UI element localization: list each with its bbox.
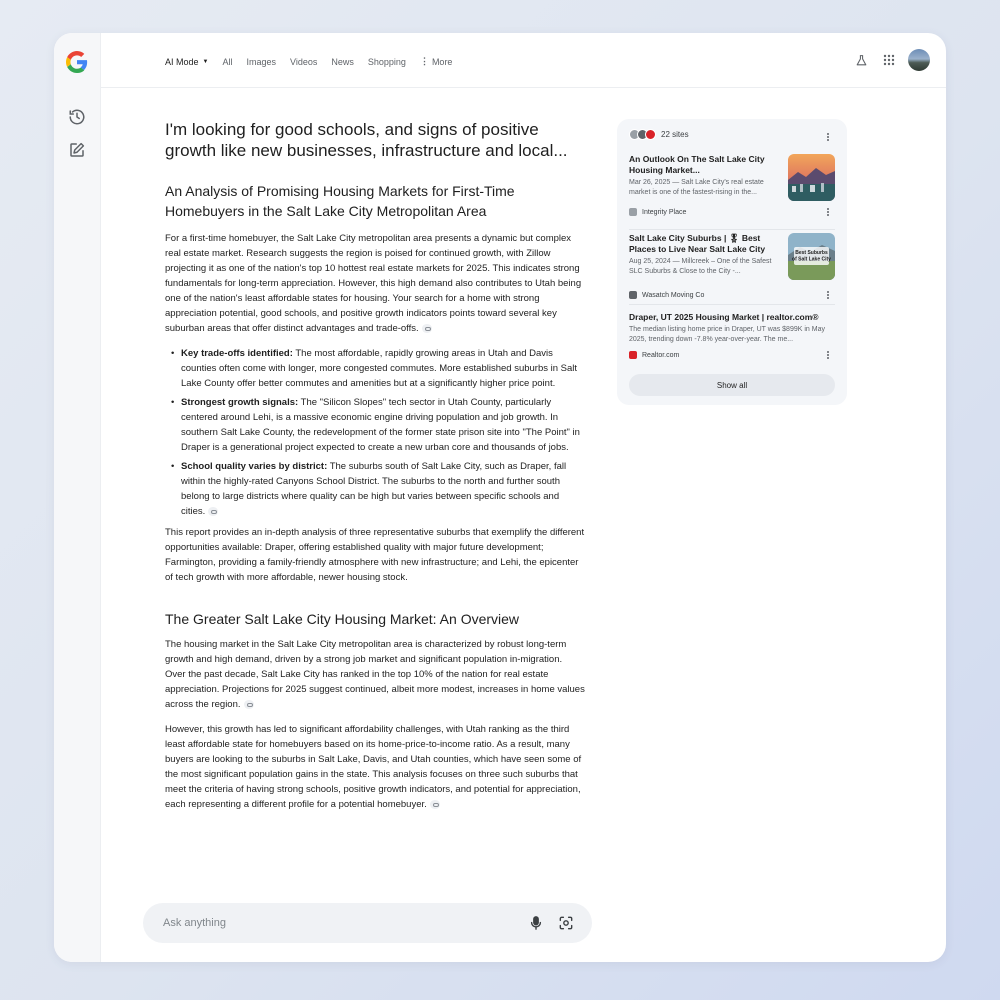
scroll-fade <box>101 852 946 892</box>
tab-label: Images <box>246 56 277 67</box>
source-card[interactable] <box>629 233 835 303</box>
sources-header[interactable] <box>629 129 689 140</box>
thumbnail-caption: Best Suburbs <box>795 250 828 256</box>
ask-input[interactable] <box>163 914 503 932</box>
source-site <box>629 291 704 299</box>
bullet-title: Key trade-offs identified: <box>181 348 293 359</box>
account-avatar[interactable] <box>908 49 930 71</box>
tab-videos[interactable] <box>290 57 317 67</box>
tab-label: All <box>222 56 233 67</box>
source-snippet: Aug 25, 2024 — Millcreek – One of the Safest SLC Suburbs & Close to the City -... <box>629 258 772 275</box>
tab-label: Videos <box>290 56 318 67</box>
tab-label: Shopping <box>367 56 406 67</box>
paragraph-text: For a first-time homebuyer, the Salt Lake City metropolitan area presents a dynamic but complex real estate market. Research suggests the region is poised for continued growth, with Zillow projecting it as one of the nation's top 10 hottest real estate markets for 2025. This indicates strong fundamentals for long-term appreciation. However, this high demand also contributes to Utah being one of the nation's least affordable states for housing. Your search for a home with strong appreciation potential, good schools, and positive growth indicators points toward several key suburban areas that offer distinct advantages and trade-offs. <box>165 233 582 334</box>
list-item <box>171 395 585 455</box>
new-chat-icon[interactable] <box>68 141 86 159</box>
tab-news[interactable] <box>331 57 354 67</box>
source-site-name: Wasatch Moving Co <box>642 291 705 299</box>
tab-shopping[interactable] <box>368 57 406 67</box>
answer-column <box>165 119 585 812</box>
google-g-logo[interactable] <box>66 51 88 73</box>
paragraph-text: However, this growth has led to significant affordability challenges, with Utah ranking as the third least affordable state for homebuyers based on its home-price-to-income ratio. As a result, many buyers are looking to the suburbs in Salt Lake, Davis, and Utah counties, which have seen some of the most significant population gains in the state. This analysis focuses on three such suburbs that meet the criteria of having strong schools, positive growth indicators, and potential for appreciation, each representing a different profile for a potential homebuyer. <box>165 724 582 810</box>
section-heading: The Greater Salt Lake City Housing Market: An Overview <box>165 611 520 627</box>
card-menu-icon[interactable] <box>823 289 833 301</box>
sources-panel <box>617 119 847 405</box>
browser-window <box>54 33 946 962</box>
source-title: Draper, UT 2025 Housing Market | realtor.com® <box>629 312 819 322</box>
tab-ai-mode[interactable] <box>165 57 208 67</box>
list-item <box>171 459 585 519</box>
lens-camera-icon[interactable] <box>557 914 575 932</box>
microphone-icon[interactable] <box>527 914 545 932</box>
apps-grid-icon[interactable] <box>880 51 898 69</box>
answer-title: An Analysis of Promising Housing Markets for First-Time Homebuyers in the Salt Lake City Metropolitan Area <box>165 183 515 219</box>
source-site <box>629 208 686 216</box>
ask-bar <box>143 903 592 943</box>
search-tabs <box>165 56 466 67</box>
bullet-text: The suburbs south of Salt Lake City, such as Draper, fall within the highly-rated Canyons School District. The suburbs to the north and further south belong to large districts where quality can be high but varies between specific schools and cities. <box>181 461 567 517</box>
overview-paragraph <box>165 637 585 712</box>
top-right-icons <box>842 49 930 71</box>
more-vert-icon: ⋮ <box>419 56 429 66</box>
card-menu-icon[interactable] <box>823 349 833 361</box>
source-site-name: Realtor.com <box>642 351 680 359</box>
paragraph-text: The housing market in the Salt Lake City metropolitan area is characterized by robust long-term growth and high demand, driven by a strong job market and significant population in-migration. Over the past decade, Salt Lake City has ranked in the top 10% of the nation for real estate appreciation. Projections for 2025 suggest continued, albeit more modest, increases in home values across the region. <box>165 639 585 710</box>
citation-link-icon[interactable] <box>244 700 254 709</box>
source-snippet: The median listing home price in Draper, UT was $899K in May 2025, trending down -7.8% year-over-year. The me... <box>629 326 825 343</box>
labs-flask-icon[interactable] <box>852 51 870 69</box>
source-card[interactable] <box>629 312 835 368</box>
affordability-paragraph <box>165 722 585 812</box>
source-thumbnail <box>788 233 835 280</box>
list-item <box>171 346 585 391</box>
sources-menu-icon[interactable] <box>823 131 833 143</box>
bullet-text: The most affordable, rapidly growing areas in Utah and Davis counties often come with longer, more congested commutes. More established suburbs in Salt Lake County offer better commutes and amenities but at a significantly higher price point. <box>181 348 578 389</box>
bullet-text: The "Silicon Slopes" tech sector in Utah County, particularly centered around Lehi, is a massive economic engine driving population and job growth. In southern Salt Lake County, the redevelopment of the former state prison site into "The Point" in Draper is a generational project expected to create a new urban core and thousands of jobs. <box>181 397 580 453</box>
citation-link-icon[interactable] <box>422 324 432 333</box>
key-findings-list <box>171 346 585 519</box>
history-icon[interactable] <box>68 108 86 126</box>
citation-link-icon[interactable] <box>430 800 440 809</box>
query-heading: I'm looking for good schools, and signs of positive growth like new businesses, infrastructure and local... <box>165 120 568 160</box>
source-snippet: Mar 26, 2025 — Salt Lake City's real estate market is one of the fastest-rising in the... <box>629 179 764 196</box>
show-all-button[interactable]: Show all <box>629 374 835 396</box>
source-title: An Outlook On The Salt Lake City Housing Market... <box>629 154 765 175</box>
tab-label: News <box>331 56 354 67</box>
tab-label: More <box>431 56 453 67</box>
site-favicon <box>629 208 637 216</box>
source-card[interactable] <box>629 154 835 219</box>
citation-link-icon[interactable] <box>208 507 218 516</box>
top-bar <box>101 33 946 88</box>
tab-more[interactable] <box>420 56 453 67</box>
tab-images[interactable] <box>247 57 277 67</box>
tab-all[interactable] <box>222 57 232 67</box>
divider <box>629 304 835 305</box>
thumbnail-caption: of Salt Lake City <box>792 256 831 263</box>
source-site <box>629 351 679 359</box>
divider <box>629 229 835 230</box>
left-rail <box>54 33 101 962</box>
site-favicon <box>645 129 656 140</box>
source-thumbnail <box>788 154 835 201</box>
source-site-name: Integrity Place <box>642 208 687 216</box>
tab-label: AI Mode <box>165 56 199 67</box>
caret-down-icon: ▼ <box>202 58 209 65</box>
card-menu-icon[interactable] <box>823 206 833 218</box>
intro-paragraph <box>165 231 585 336</box>
bullet-title: Strongest growth signals: <box>181 397 299 408</box>
truck-icon <box>629 291 637 299</box>
bullet-title: School quality varies by district: <box>181 461 328 472</box>
source-title: Salt Lake City Suburbs | 🎖 Best Places to Live Near Salt Lake City <box>629 233 766 254</box>
summary-paragraph: This report provides an in-depth analysis of three representative suburbs that exemplify the different opportunities available: Draper, offering established quality with major future development; Farmington, providing a family-friendly atmosphere with new infrastructure; and Lehi, the epicenter of tech growth with more affordable, newer housing stock. <box>165 527 585 583</box>
sources-count: 22 sites <box>661 130 689 139</box>
realtor-icon <box>629 351 637 359</box>
